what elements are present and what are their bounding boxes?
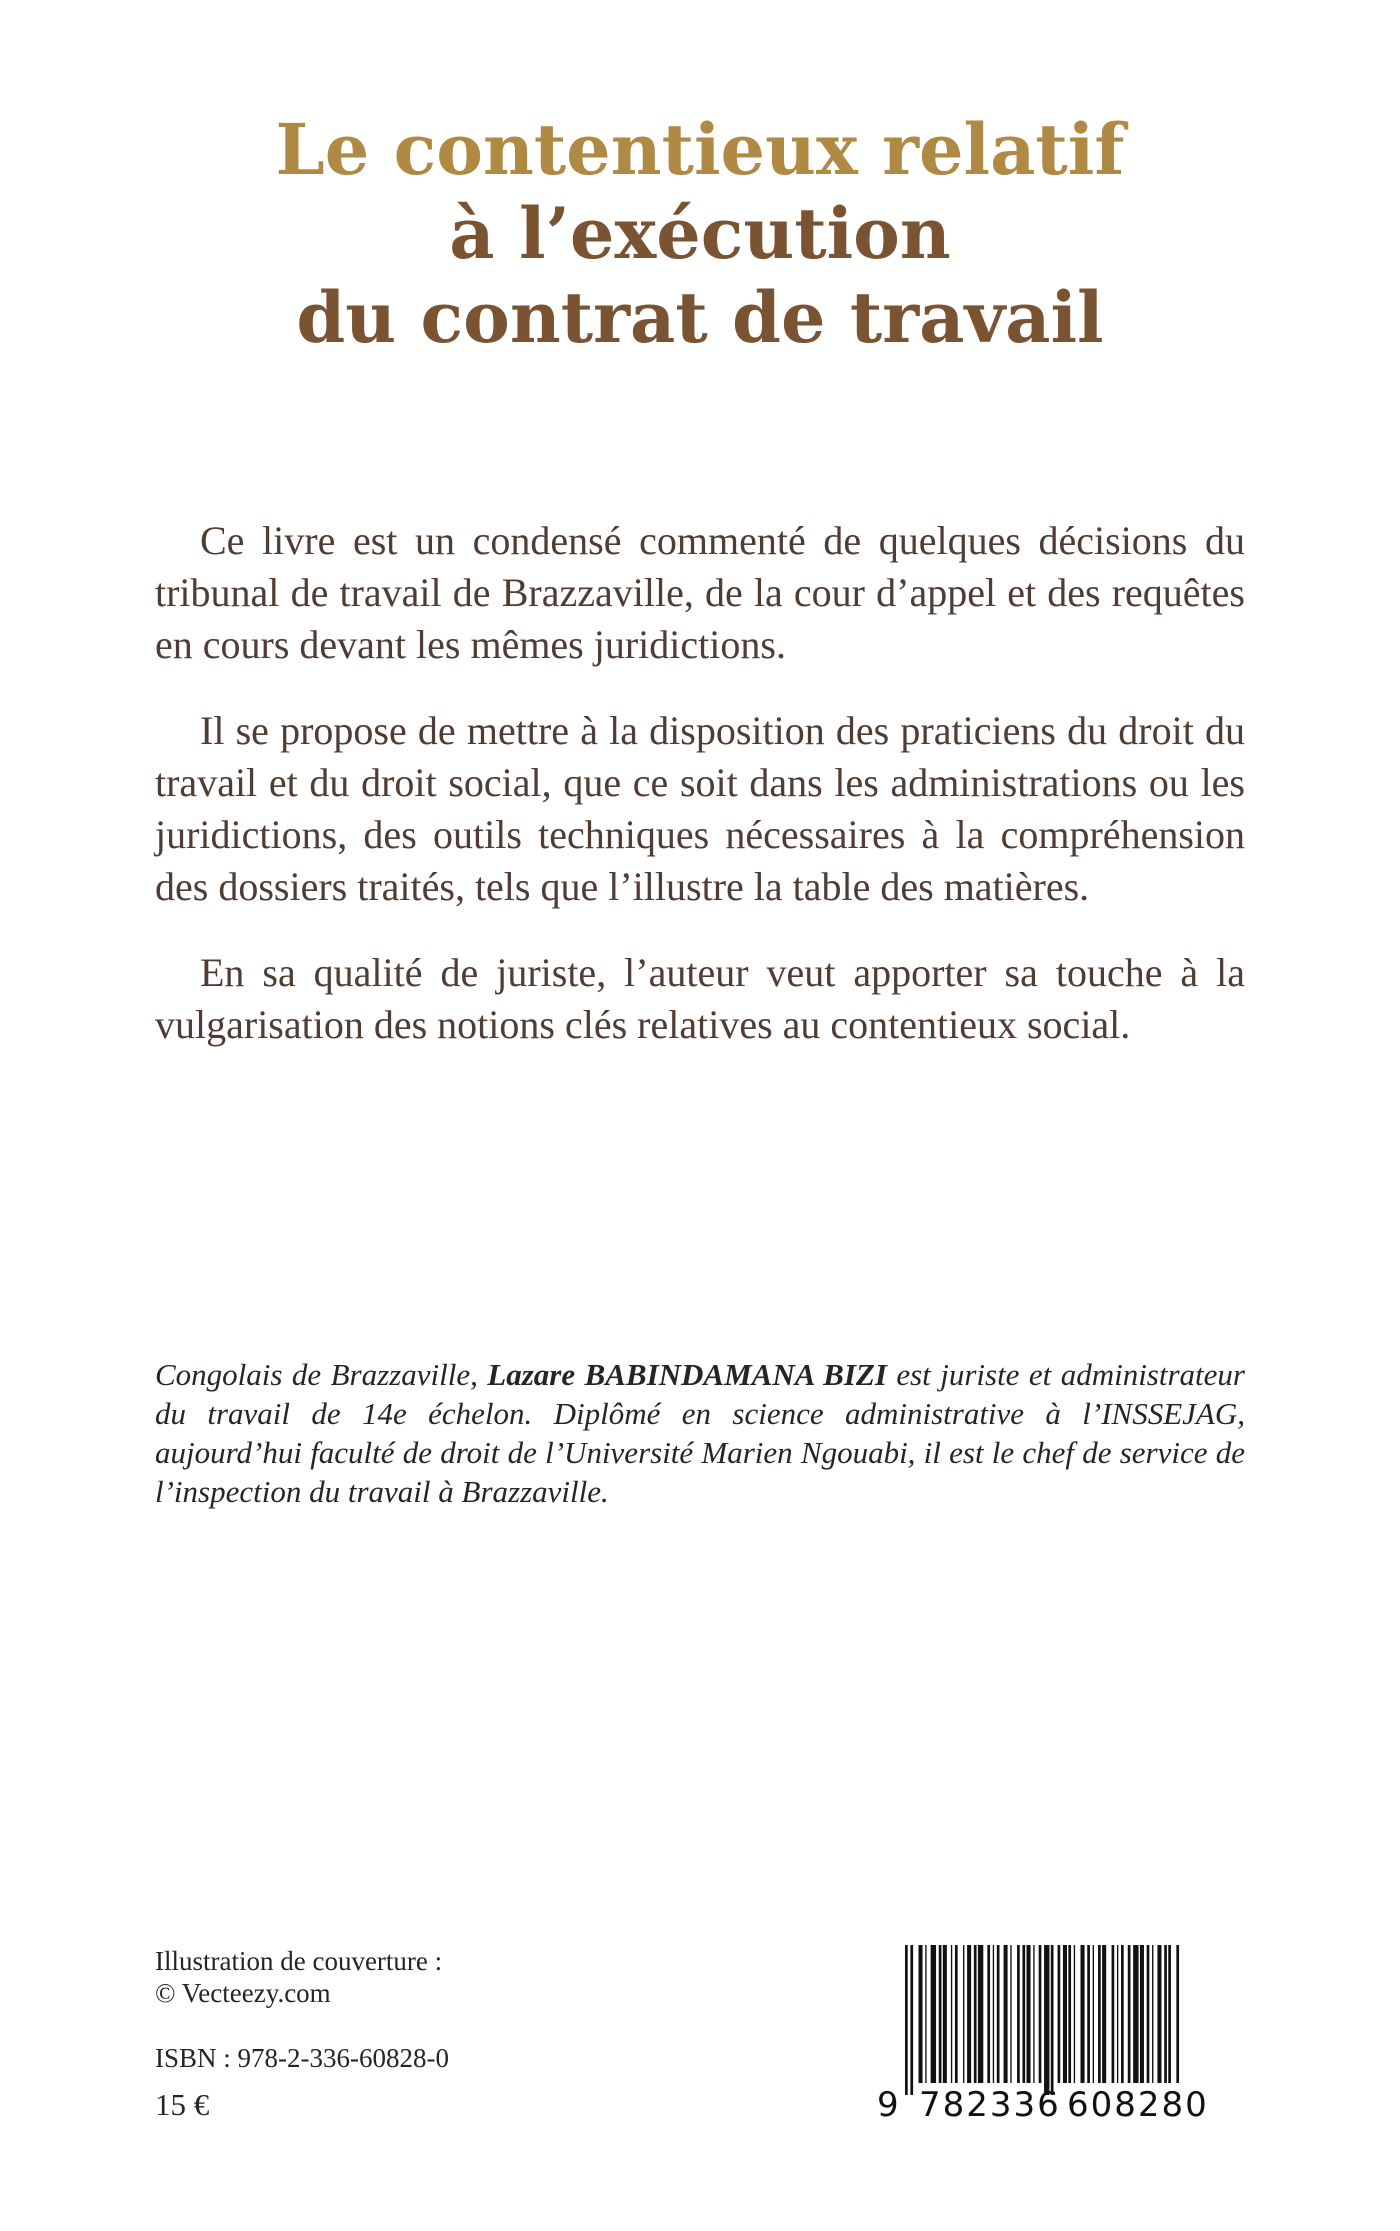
barcode-bar <box>974 1945 977 2083</box>
barcode-bar <box>967 1945 971 2083</box>
credits-source: © Vecteezy.com <box>155 1978 331 2008</box>
barcode-bar <box>1027 1945 1031 2083</box>
barcode-bar <box>925 1945 926 2083</box>
cover-credits <box>155 1945 442 2009</box>
price: 15 € <box>155 2087 210 2122</box>
barcode-bar <box>1044 1945 1049 2095</box>
credits-label: Illustration de couverture : <box>155 1946 443 1976</box>
barcode-bar <box>905 1945 908 2095</box>
barcode-bar <box>1039 1945 1042 2083</box>
title-line-2: à l’exécution <box>449 192 951 275</box>
barcode-bar <box>931 1945 936 2083</box>
barcode <box>877 1945 1232 2131</box>
barcode-bar <box>1117 1945 1118 2083</box>
barcode-bar <box>1058 1945 1061 2083</box>
barcode-bar <box>1068 1945 1071 2083</box>
barcode-bar <box>1121 1945 1124 2083</box>
summary-paragraph-3: En sa qualité de juriste, l’auteur veut apporter sa touche à la vulgarisation des notions clés relatives au contentieux social. <box>155 950 1245 1047</box>
barcode-bar <box>1051 1945 1054 2095</box>
barcode-bar <box>1128 1945 1131 2083</box>
barcode-bar <box>939 1945 942 2083</box>
title-line-3: du contrat de travail <box>296 276 1104 359</box>
barcode-bar <box>1022 1945 1025 2083</box>
author-name: Lazare BABINDAMANA BIZI <box>487 1357 887 1392</box>
barcode-bar <box>997 1945 1000 2083</box>
barcode-bar <box>1033 1945 1034 2083</box>
barcode-bar <box>1164 1945 1167 2083</box>
barcode-bar <box>1102 1945 1106 2083</box>
author-bio <box>155 1355 1245 1511</box>
barcode-bar <box>955 1945 958 2083</box>
barcode-bar <box>1157 1945 1161 2083</box>
barcode-bar <box>1112 1945 1115 2083</box>
barcode-bar <box>1176 1945 1179 2083</box>
barcode-bar <box>1093 1945 1094 2083</box>
barcode-bar <box>993 1945 994 2083</box>
summary-paragraph-1: Ce livre est un condensé commenté de quelques décisions du tribunal de travail de Brazzaville, de la cour d’appel et des requêtes en cours devant les mêmes juridictions. <box>155 518 1245 667</box>
barcode-bar <box>1152 1945 1153 2083</box>
barcode-bar <box>1147 1945 1150 2083</box>
barcode-bar <box>987 1945 990 2083</box>
barcode-bar <box>1010 1945 1011 2083</box>
barcode-left-group: 782336 <box>919 2085 1061 2125</box>
barcode-bar <box>1098 1945 1101 2083</box>
barcode-bar <box>1017 1945 1020 2083</box>
summary-paragraph-2: Il se propose de mettre à la disposition des praticiens du droit du travail et du droit social, que ce soit dans les administrations ou les juridictions, des outils techniques nécessaires à la compréhension des dossiers traités, tels que l’illustre la table des matières. <box>155 708 1245 909</box>
barcode-bar <box>910 1945 913 2095</box>
title-line-1: Le contentieux relatif <box>275 108 1125 191</box>
barcode-right-group: 608280 <box>1067 2085 1209 2125</box>
barcode-bar <box>978 1945 983 2083</box>
barcode-bar <box>1087 1945 1090 2083</box>
barcode-bar <box>963 1945 964 2083</box>
barcode-bar <box>1081 1945 1085 2083</box>
bio-intro: Congolais de Brazzaville, <box>155 1357 488 1392</box>
bio-text: est juriste et administrateur du travail de 14e échelon. Diplômé en science administrative à l’INSSEJAG, aujourd’hui faculté de droit de l’Université Marien Ngouabi, il est le chef de service de l’inspection du travail à Brazzaville. <box>155 1357 1245 1509</box>
barcode-bar <box>919 1945 923 2083</box>
barcode-bar <box>1074 1945 1075 2083</box>
barcode-bar <box>1140 1945 1144 2083</box>
barcode-bar <box>1004 1945 1008 2083</box>
back-cover-summary <box>155 515 1245 1085</box>
barcode-bar <box>951 1945 952 2083</box>
isbn-number: ISBN : 978-2-336-60828-0 <box>155 2043 449 2073</box>
barcode-bar <box>943 1945 947 2083</box>
barcode-bar <box>1063 1945 1067 2083</box>
barcode-bar <box>1133 1945 1138 2083</box>
book-title <box>0 108 1400 360</box>
barcode-bar <box>1168 1945 1171 2083</box>
barcode-prefix: 9 <box>877 2085 901 2125</box>
